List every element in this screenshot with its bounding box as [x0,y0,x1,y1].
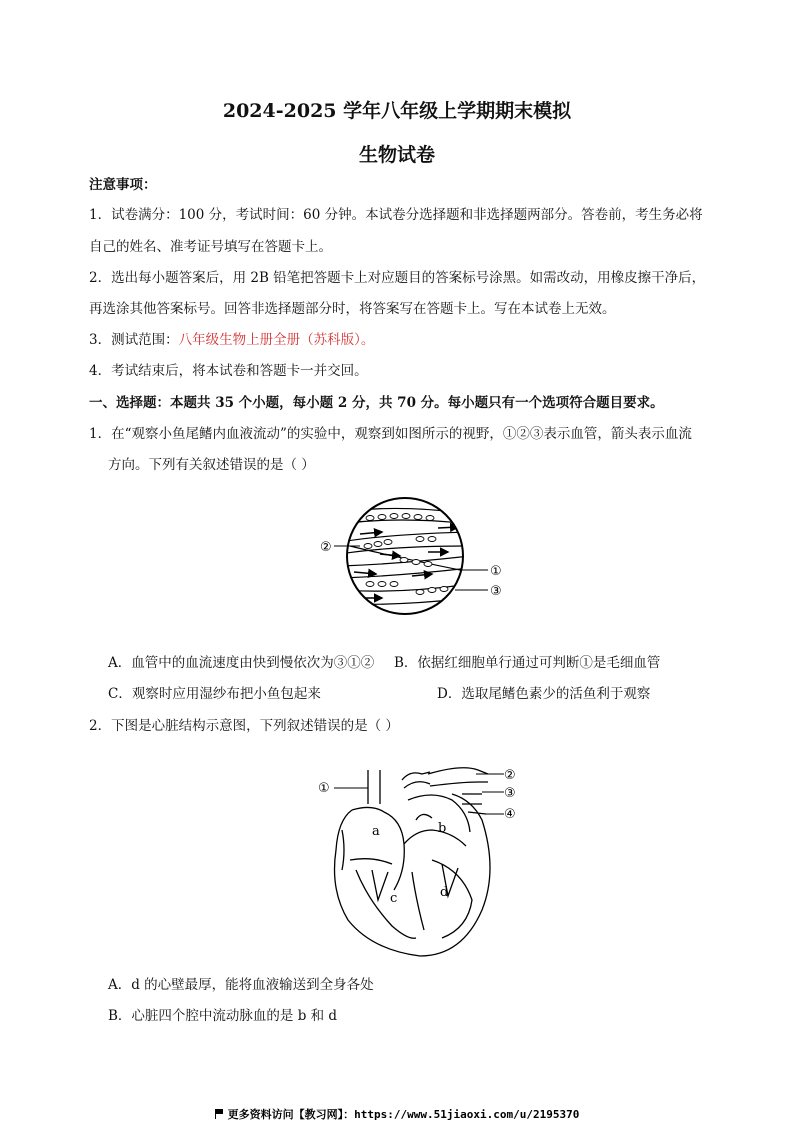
heart-label-3: ③ [504,786,516,801]
notice-heading: 注意事项： [89,177,157,193]
flag-icon [215,1109,224,1119]
footer-link[interactable] [0,1106,794,1122]
vessel-label-3: ③ [490,584,502,599]
notice-item-3-prefix: 3．测试范围： [89,332,179,348]
notice-item-2: 2．选出每小题答案后，用 2B 铅笔把答题卡上对应题目的答案标号涂黑。如需改动，用橡皮擦干净后， [89,270,706,286]
notice-item-2-cont: 再选涂其他答案标号。回答非选择题部分时，将答案写在答题卡上。写在本试卷上无效。 [89,301,616,317]
question-1-option-d: D．选取尾鳍色素少的活鱼利于观察 [437,686,651,702]
chamber-label-d: d [440,885,449,900]
section-heading: 一、选择题：本题共 35 个小题，每小题 2 分，共 70 分。每小题只有一个选项符合题目要求。 [89,395,664,411]
question-2-option-b: B．心脏四个腔中流动脉血的是 b 和 d [108,1008,338,1024]
notice-item-1: 1．试卷满分：100 分，考试时间：60 分钟。本试卷分选择题和非选择题两部分。答卷前，考生务必将 [89,207,703,223]
question-1-stem: 1．在“观察小鱼尾鳍内血液流动”的实验中，观察到如图所示的视野，①②③表示血管，箭头表示血流 [89,426,692,442]
question-1-option-a: A．血管中的血流速度由快到慢依次为③①② [108,655,375,671]
question-2-stem: 2．下图是心脏结构示意图，下列叙述错误的是（ ） [89,718,399,734]
heart-label-4: ④ [504,807,516,822]
exam-title: 2024-2025 学年八年级上学期期末模拟 [222,100,572,122]
chamber-label-c: c [390,891,398,906]
footer-text: 更多资料访问【教习网】：https://www.51jiaoxi.com/u/2195370 [227,1108,580,1121]
heart-structure-figure [312,760,522,960]
notice-item-1-cont: 自己的姓名、准考证号填写在答题卡上。 [89,239,332,255]
question-1-stem-cont: 方向。下列有关叙述错误的是（ ） [108,457,315,473]
blood-flow-figure [320,494,530,624]
chamber-label-a: a [372,824,380,839]
test-scope: 八年级生物上册全册（苏科版）。 [178,332,375,348]
vessel-label-1: ① [490,564,502,579]
notice-item-3 [89,331,374,349]
heart-label-2: ② [504,768,516,783]
question-2-option-a: A．d 的心壁最厚，能将血液输送到全身各处 [108,977,374,993]
question-1-option-b: B．依据红细胞单行通过可判断①是毛细血管 [394,655,661,671]
heart-label-1: ① [318,781,330,796]
vessel-label-2: ② [320,540,332,555]
question-1-option-c: C．观察时应用湿纱布把小鱼包起来 [108,686,321,702]
notice-item-4: 4．考试结束后，将本试卷和答题卡一并交回。 [89,363,368,379]
chamber-label-b: b [438,821,447,836]
exam-subtitle: 生物试卷 [358,144,435,166]
